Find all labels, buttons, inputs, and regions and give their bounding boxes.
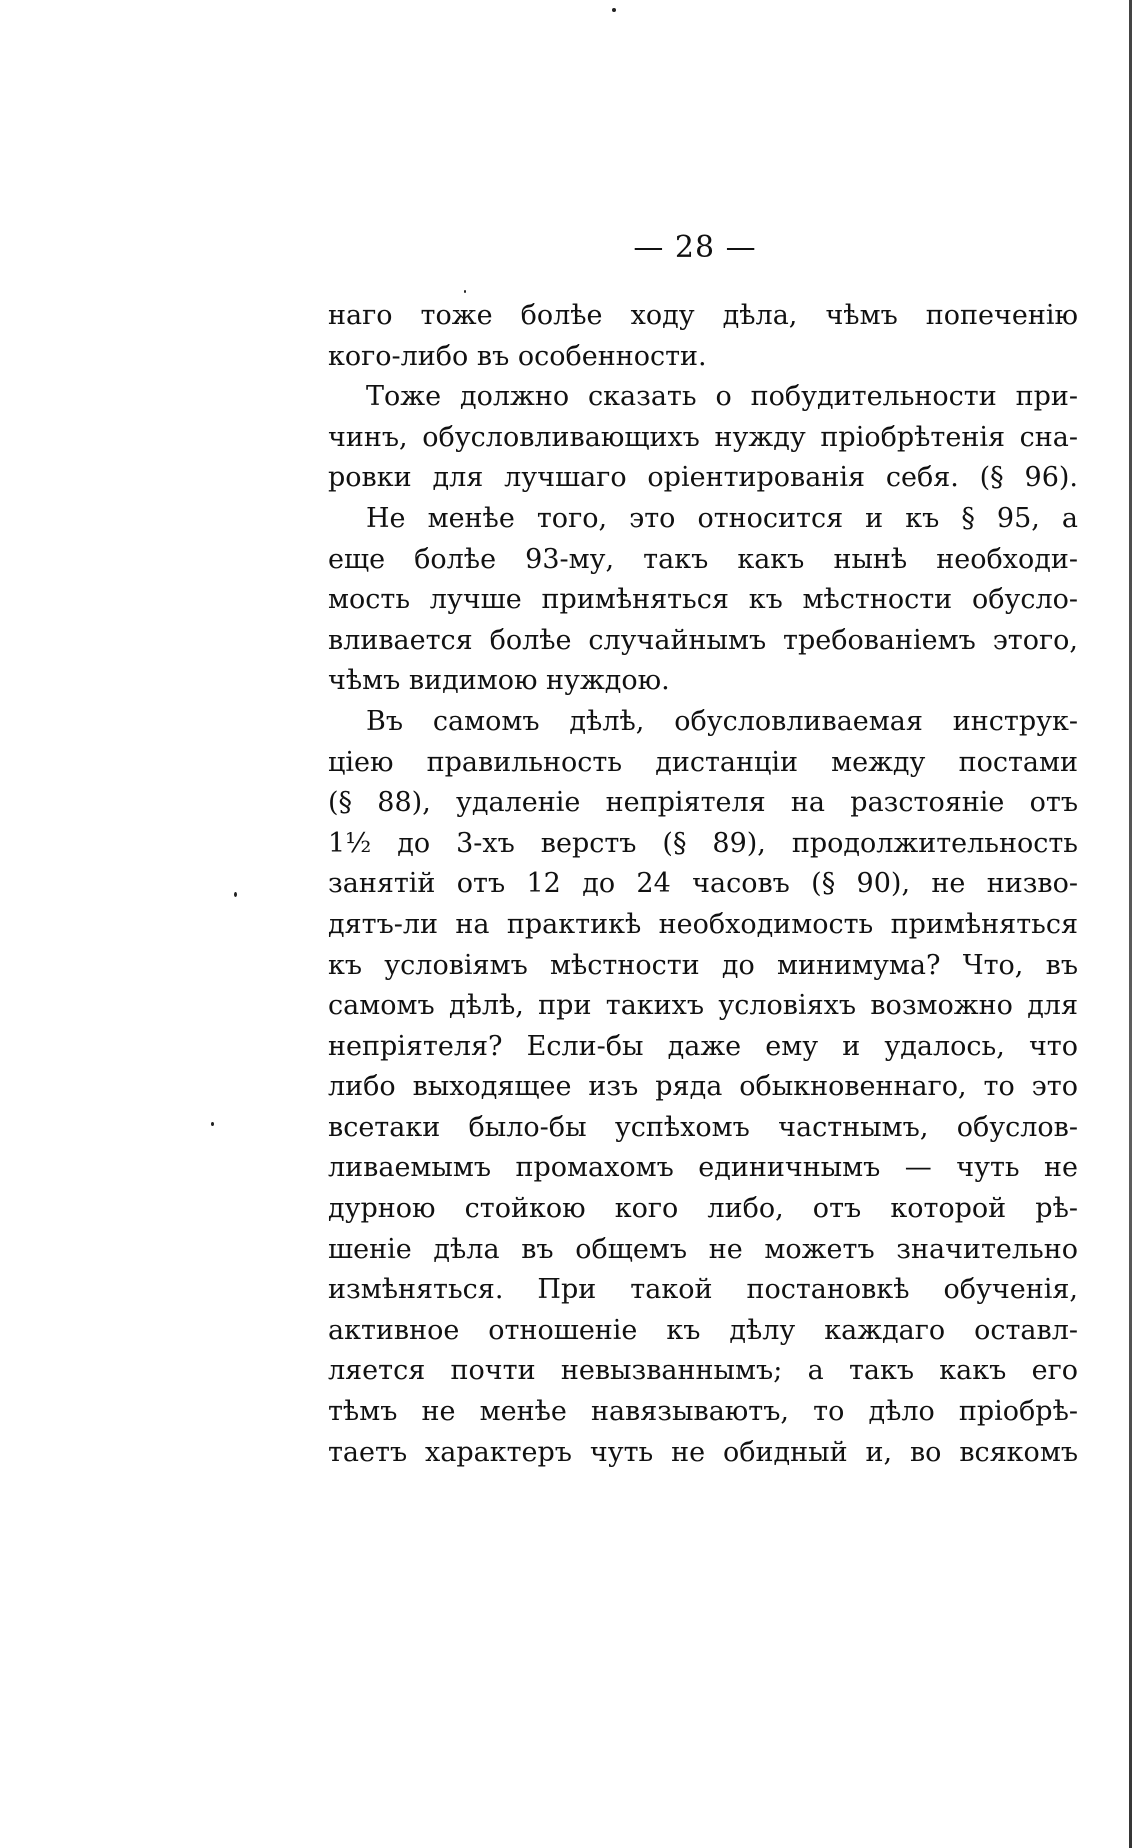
text-line: ляется почти невызваннымъ; а такъ какъ его (328, 1355, 1078, 1387)
text-line: чѣмъ видимою нуждою. (328, 665, 670, 697)
text-line: (§ 88), удаленіе непріятеля на разстояніе отъ (328, 787, 1078, 819)
text-line: шеніе дѣла въ общемъ не можетъ значительно (328, 1233, 1078, 1265)
text-line: еще болѣе 93-му, такъ какъ нынѣ необходи- (328, 543, 1078, 575)
ink-speck (211, 1122, 214, 1126)
text-line: 1½ до 3-хъ верстъ (§ 89), продолжительность (328, 827, 1078, 859)
text-line: занятій отъ 12 до 24 часовъ (§ 90), не низво- (328, 868, 1078, 900)
text-line: дурною стойкою кого либо, отъ которой рѣ- (328, 1193, 1078, 1225)
text-line: Въ самомъ дѣлѣ, обусловливаемая инструк- (366, 705, 1078, 737)
text-line: измѣняться. При такой постановкѣ обученія, (328, 1274, 1078, 1306)
text-line: таетъ характеръ чуть не обидный и, во всякомъ (328, 1436, 1078, 1468)
text-line: Тоже должно сказать о побудительности при- (366, 381, 1078, 413)
text-line: вливается болѣе случайнымъ требованіемъ этого, (328, 624, 1078, 656)
text-line: кого-либо въ особенности. (328, 340, 707, 372)
text-line: ливаемымъ промахомъ единичнымъ — чуть не (328, 1152, 1078, 1184)
page-edge-shadow (1129, 0, 1132, 1848)
text-line: ровки для лучшаго оріентированія себя. (§ 96). (328, 462, 1078, 494)
text-line: тѣмъ не менѣе навязываютъ, то дѣло пріобрѣ- (328, 1396, 1078, 1428)
text-line: ціею правильность дистанціи между постами (328, 746, 1078, 778)
text-line: активное отношеніе къ дѣлу каждаго оставл- (328, 1314, 1078, 1346)
ink-speck (234, 892, 237, 897)
page-number: — 28 — (633, 230, 757, 265)
ink-speck (464, 290, 466, 293)
text-line: къ условіямъ мѣстности до минимума? Что, въ (328, 949, 1078, 981)
text-line: либо выходящее изъ ряда обыкновеннаго, то это (328, 1071, 1078, 1103)
body-text (328, 296, 1078, 1473)
text-line: наго тоже болѣе ходу дѣла, чѣмъ попеченію (328, 300, 1078, 331)
text-line: всетаки было-бы успѣхомъ частнымъ, обуслов- (328, 1111, 1078, 1143)
text-line: Не менѣе того, это относится и къ § 95, а (366, 502, 1078, 534)
text-line: мость лучше примѣняться къ мѣстности обусло- (328, 584, 1078, 616)
ink-speck (612, 8, 616, 12)
text-line: дятъ-ли на практикѣ необходимость примѣняться (328, 908, 1078, 940)
text-line: чинъ, обусловливающихъ нужду пріобрѣтенія сна- (328, 421, 1078, 453)
text-line: самомъ дѣлѣ, при такихъ условіяхъ возможно для (328, 990, 1078, 1022)
text-line: непріятеля? Если-бы даже ему и удалось, что (328, 1030, 1078, 1062)
